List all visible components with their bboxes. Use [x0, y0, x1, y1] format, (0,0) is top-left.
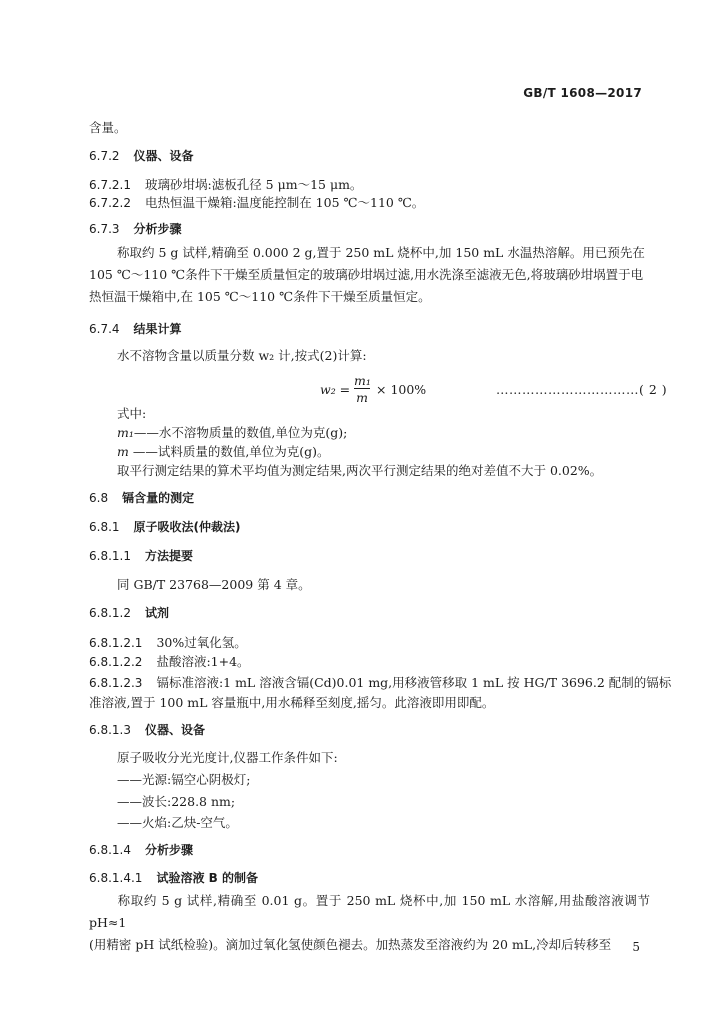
- formula-denominator: m: [356, 390, 368, 405]
- section-6-8-1-2-heading: [89, 605, 169, 622]
- clause-number: 6.8.1.2.2: [89, 655, 143, 669]
- section-6-7-4-heading: [89, 321, 182, 338]
- section-number: 6.8: [89, 491, 109, 505]
- section-number: 6.7.4: [89, 322, 120, 336]
- clause-text: 电热恒温干燥箱:温度能控制在 105 ℃～110 ℃。: [144, 195, 425, 210]
- clause-number: 6.8.1.2.1: [89, 636, 143, 650]
- instrument-intro: 原子吸收分光光度计,仪器工作条件如下:: [117, 750, 338, 765]
- section-title: 试剂: [144, 606, 169, 620]
- section-title: 原子吸收法(仲裁法): [133, 520, 241, 534]
- clause-text: 玻璃砂坩埚:滤板孔径 5 μm～15 μm。: [144, 177, 363, 192]
- equation-number: ……………………………( 2 ): [496, 382, 668, 397]
- section-6-8-1-4-heading: [89, 842, 193, 859]
- procedure-paragraph-6-8-1-4-1: [89, 890, 650, 956]
- page-number: 5: [632, 940, 640, 954]
- clause-6-8-1-2-3-continued: 准溶液,置于 100 mL 容量瓶中,用水稀释至刻度,摇匀。此溶液即用即配。: [89, 695, 495, 710]
- paragraph-line: 称取约 5 g 试样,精确至 0.01 g。置于 250 mL 烧杯中,加 150 mL 水溶解,用盐酸溶液调节 pH≈1: [89, 893, 650, 930]
- clause-6-7-2-2: [89, 194, 424, 212]
- section-title: 试验溶液 B 的制备: [156, 871, 258, 885]
- section-number: 6.8.1: [89, 520, 120, 534]
- section-number: 6.8.1.2: [89, 606, 131, 620]
- section-6-7-2-heading: [89, 148, 194, 165]
- formula-fraction: [354, 373, 370, 404]
- parallel-determination-note: 取平行测定结果的算术平均值为测定结果,两次平行测定结果的绝对差值不大于 0.02%。: [117, 463, 603, 478]
- clause-text: 30%过氧化氢。: [156, 635, 247, 650]
- clause-number: 6.7.2.1: [89, 178, 131, 192]
- section-number: 6.8.1.4: [89, 843, 131, 857]
- paragraph-line: 称取约 5 g 试样,精确至 0.000 2 g,置于 250 mL 烧杯中,加 150 mL 水温热溶解。用已预先在: [117, 245, 645, 260]
- formula-numerator: m₁: [354, 373, 371, 388]
- paragraph-line: 105 ℃～110 ℃条件下干燥至质量恒定的玻璃砂坩埚过滤,用水洗涤至滤液无色,将玻璃砂坩埚置于电: [89, 267, 644, 282]
- section-title: 仪器、设备: [144, 723, 205, 737]
- section-6-8-1-3-heading: [89, 722, 205, 739]
- section-number: 6.7.2: [89, 149, 120, 163]
- section-6-8-1-1-heading: [89, 548, 193, 565]
- variable-symbol: m₁: [117, 425, 134, 440]
- clause-6-8-1-2-2: [89, 653, 250, 671]
- method-summary-text: 同 GB/T 23768—2009 第 4 章。: [117, 577, 311, 592]
- paragraph-line: (用精密 pH 试纸检验)。滴加过氧化氢使颜色褪去。加热蒸发至溶液约为 20 mL,冷却后转移至: [89, 937, 612, 952]
- section-title: 镉含量的测定: [122, 491, 195, 505]
- variable-definition: [117, 424, 347, 441]
- clause-number: 6.8.1.2.3: [89, 676, 143, 690]
- section-number: 6.8.1.1: [89, 549, 131, 563]
- clause-text: 盐酸溶液:1+4。: [156, 654, 250, 669]
- section-title: 仪器、设备: [133, 149, 194, 163]
- continuation-text: 含量。: [89, 120, 127, 135]
- section-6-8-1-heading: [89, 519, 241, 536]
- formula-lhs: w₂ =: [320, 382, 351, 397]
- clause-6-7-2-1: [89, 176, 362, 194]
- clause-text: 镉标准溶液:1 mL 溶液含镉(Cd)0.01 mg,用移液管移取 1 mL 按 HG/T 3696.2 配制的镉标: [156, 675, 672, 690]
- section-6-8-1-4-1-heading: [89, 870, 258, 887]
- section-number: 6.8.1.4.1: [89, 871, 143, 885]
- variable-definition: [117, 443, 330, 460]
- standard-code-header: GB/T 1608—2017: [523, 86, 642, 100]
- clause-number: 6.7.2.2: [89, 196, 131, 210]
- where-label: 式中:: [117, 406, 147, 421]
- section-6-8-heading: [89, 490, 194, 507]
- clause-6-8-1-2-1: [89, 634, 247, 652]
- variable-description: ——试料质量的数值,单位为克(g)。: [128, 444, 330, 459]
- formula-tail: × 100%: [376, 382, 427, 397]
- section-title: 分析步骤: [144, 843, 193, 857]
- calculation-intro: 水不溶物含量以质量分数 w₂ 计,按式(2)计算:: [117, 348, 367, 363]
- clause-6-8-1-2-3: [89, 674, 671, 692]
- section-number: 6.7.3: [89, 222, 120, 236]
- procedure-paragraph-6-7-3: [89, 242, 650, 308]
- section-title: 结果计算: [133, 322, 182, 336]
- paragraph-line: 热恒温干燥箱中,在 105 ℃～110 ℃条件下干燥至质量恒定。: [89, 289, 431, 304]
- section-title: 方法提要: [144, 549, 193, 563]
- condition-item: ——光源:镉空心阴极灯;: [117, 772, 251, 787]
- section-6-7-3-heading: [89, 221, 182, 238]
- section-title: 分析步骤: [133, 222, 182, 236]
- section-number: 6.8.1.3: [89, 723, 131, 737]
- condition-item: ——波长:228.8 nm;: [117, 794, 236, 809]
- condition-item: ——火焰:乙炔-空气。: [117, 815, 238, 830]
- variable-symbol: m: [117, 444, 129, 459]
- variable-description: ——水不溶物质量的数值,单位为克(g);: [133, 425, 348, 440]
